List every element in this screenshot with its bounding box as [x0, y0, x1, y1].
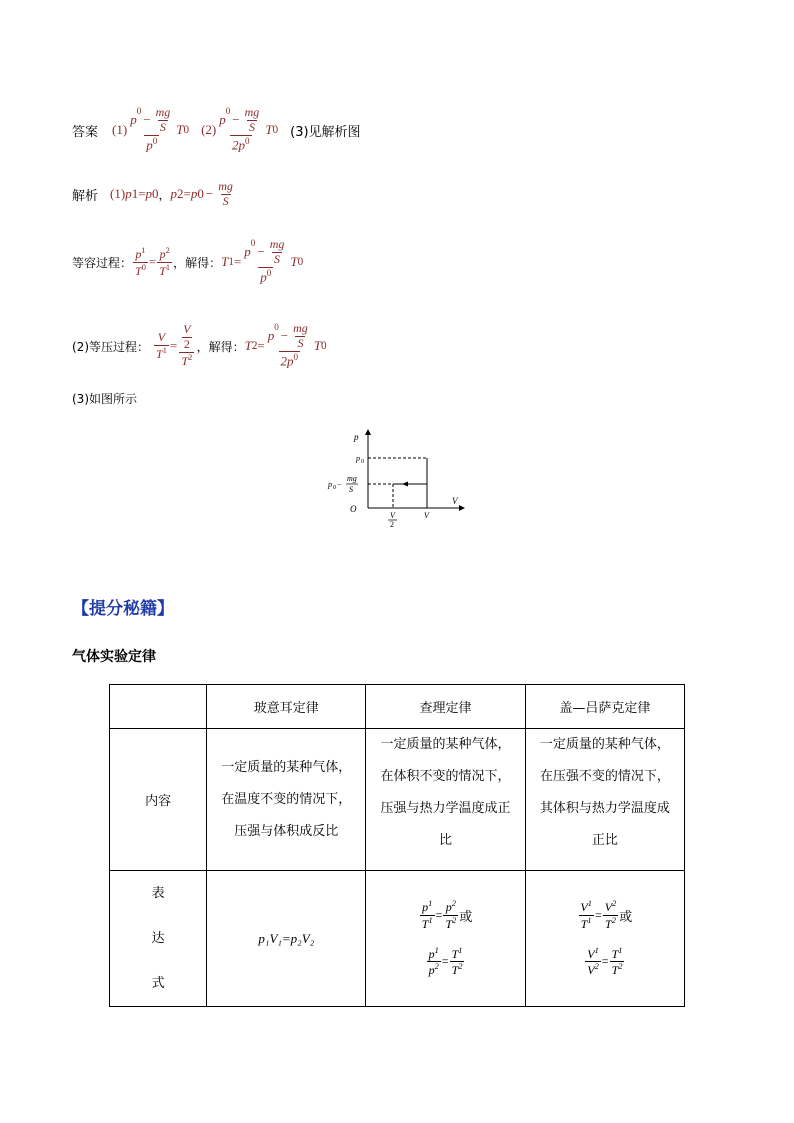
header-empty — [110, 685, 207, 729]
p0-sub: 0 — [361, 459, 364, 465]
header-gay-lussac: 盖—吕萨克定律 — [525, 685, 684, 729]
p1-p-label: p — [328, 480, 332, 489]
v-tick-label: V — [424, 511, 429, 520]
half-v-over-t2: $\frac{\frac{V}{2}}{T^2}$ — [181, 322, 193, 368]
gay-lussac-content: 一定质量的某种气体， 在压强不变的情况下， 其体积与热力学温度成 正比 — [525, 729, 684, 871]
p1-minus: − — [337, 480, 342, 489]
isobaric-label: (2)等压过程： — [72, 339, 149, 354]
row-expression-label: 表 达 式 — [110, 871, 207, 1007]
x-axis-label: V — [452, 496, 458, 506]
mg-over-s: $\frac{mg}{S}$ — [218, 178, 233, 208]
isochoric-line: 等容过程： $\frac{p^1}{T^0}$ = $\frac{p^2}{T^1}$ ，解得： T 1 = p $^0$ − $\frac{mg}{S}$ $p^0$ T 0 — [72, 237, 304, 284]
charles-expression: $\frac{p^1}{T^1}$ = $\frac{p^2}{T^2}$ 或 $\frac{p^1}{p^2}$ = $\frac{T^1}{T^2}$ — [366, 871, 525, 1007]
header-charles: 查理定律 — [366, 685, 525, 729]
analysis-label: 解析 — [72, 188, 99, 204]
v-over-t1: $\frac{V}{T^1}$ — [156, 329, 167, 361]
p1-sub: 0 — [333, 485, 336, 491]
part3-label: (3)如图所示 — [72, 392, 137, 406]
isochoric-label: 等容过程： — [72, 255, 133, 270]
pv-graph — [320, 426, 480, 530]
answer-line: 答案 (1) p $^0$ − $\frac{mg}{S}$ $p^0$ T 0 (2) p $^0$ − $\frac{mg}{S}$ $2p^0$ T 0 (3)见解析图 — [72, 105, 361, 152]
p1-over-t0: $\frac{p^1}{T^0}$ — [135, 245, 146, 278]
boyle-content: 一定质量的某种气体， 在温度不变的情况下， 压强与体积成反比 — [207, 729, 366, 871]
row-content-label: 内容 — [110, 729, 207, 871]
origin-label: O — [350, 504, 357, 514]
section-title: 【提分秘籍】 — [72, 599, 174, 619]
gas-law-table — [109, 684, 685, 1007]
answer-part3: (3)见解析图 — [290, 124, 361, 140]
answer-label: 答案 — [72, 124, 99, 140]
direction-arrow — [402, 482, 408, 487]
half-v-num: V — [390, 511, 395, 520]
t1-fraction: p $^0$ − $\frac{mg}{S}$ $p^0$ — [244, 237, 285, 284]
p2-over-t1: $\frac{p^2}{T^1}$ — [159, 245, 171, 278]
p0-label: p — [356, 454, 360, 463]
gay-lussac-expression: $\frac{V^1}{T^1}$ = $\frac{V^2}{T^2}$ 或 $\frac{V^1}{V^2}$ = $\frac{T^1}{T^2}$ — [525, 871, 684, 1007]
s-label: S — [349, 485, 353, 494]
analysis-line: 解析 (1) p 1 = p 0 ， p 2 = p 0 − $\frac{mg}{S}$ — [72, 178, 233, 208]
answer-fraction-2: p $^0$ − $\frac{mg}{S}$ $2p^0$ — [219, 105, 260, 152]
isobaric-line: (2)等压过程： $\frac{V}{T^1}$ = $\frac{\frac{V}{2}}{T^2}$ ，解得： T 2 = p $^0$ − $\frac{mg}{S}$ $2p^0$ T 0 — [72, 321, 327, 368]
subheading: 气体实验定律 — [72, 649, 156, 665]
header-boyle: 玻意耳定律 — [207, 685, 366, 729]
answer-part2-marker: (2) — [201, 122, 217, 137]
half-v-den: 2 — [390, 520, 394, 529]
mg-label: mg — [347, 474, 357, 483]
y-axis-label: p — [354, 432, 359, 442]
answer-fraction-1: p $^0$ − $\frac{mg}{S}$ $p^0$ — [130, 105, 171, 152]
charles-content: 一定质量的某种气体， 在体积不变的情况下， 压强与热力学温度成正 比 — [366, 729, 525, 871]
answer-part1-marker: (1) — [112, 122, 128, 137]
t2-fraction: p $^0$ − $\frac{mg}{S}$ $2p^0$ — [267, 321, 308, 368]
boyle-expression: p₁V₁=p₂V₂ — [207, 871, 366, 1007]
